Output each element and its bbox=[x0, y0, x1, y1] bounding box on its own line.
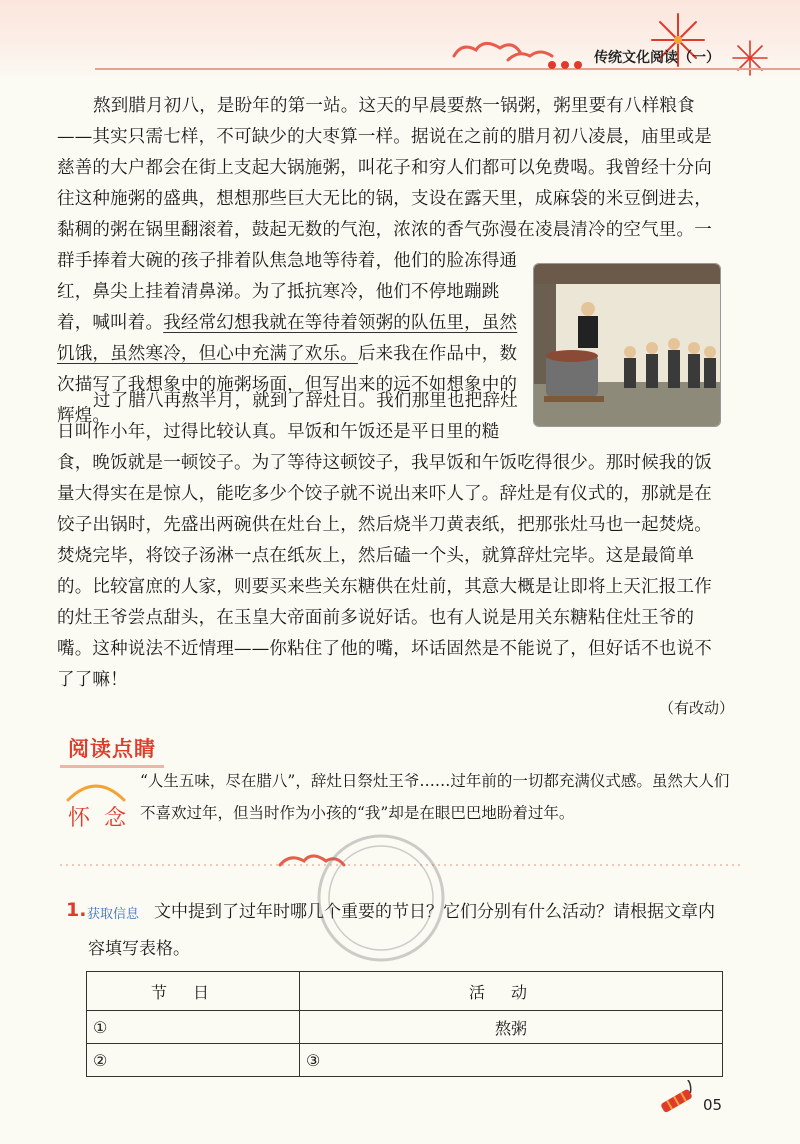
question-number: 1. bbox=[66, 899, 87, 921]
answer-table bbox=[86, 971, 723, 1077]
article-paragraph-2-text: 过了腊八再熬半月，就到了辞灶日。我们那里也把辞灶日叫作小年，过得比较认真。早饭和午饭还是平日里的糙食，晚饭就是一顿饺子。为了等待这顿饺子，我早饭和午饭吃得很少。那时候我的饭量大得实在是惊人，能吃多少个饺子就不说出来吓人了。辞灶是有仪式的，那就是在饺子出锅时，先盛出两碗供在灶台上，然后烧半刀黄表纸，把那张灶马也一起焚烧。焚烧完毕，将饺子汤淋一点在纸灰上，然后磕一个头，就算辞灶完毕。这是最简单的。比较富庶的人家，则要买来些关东糖供在灶前，其意大概是让即将上天汇报工作的灶王爷尝点甜头，在玉皇大帝面前多说好话。也有人说是用关东糖粘住灶王爷的嘴。这种说法不近情理——你粘住了他的嘴，坏话固然是不能说了，但好话不也说不了了嘛！ bbox=[57, 391, 712, 690]
mood-keyword: 怀念 bbox=[68, 806, 141, 831]
section-title-reading-tips: 阅读点睛 bbox=[60, 731, 164, 768]
question-tag: 获取信息 bbox=[87, 907, 140, 922]
table-cell[interactable]: ② bbox=[87, 1044, 300, 1077]
table-cell[interactable]: ① bbox=[87, 1011, 300, 1044]
table-cell: 熬粥 bbox=[300, 1011, 723, 1044]
source-credit: （有改动） bbox=[659, 699, 735, 717]
header-rule bbox=[95, 68, 800, 70]
table-cell[interactable]: ③ bbox=[300, 1044, 723, 1077]
header-dots bbox=[548, 54, 587, 73]
cloud-ornament-icon bbox=[448, 32, 558, 66]
article-paragraph-2 bbox=[57, 386, 721, 696]
table-header-row bbox=[87, 972, 723, 1011]
table-row bbox=[87, 1011, 723, 1044]
page-number: 05 bbox=[703, 1096, 723, 1114]
mood-arc-icon bbox=[64, 776, 128, 802]
article-paragraph-1: 熬到腊月初八，是盼年的第一站。这天的早晨要熬一锅粥，粥里要有八样粮食——其实只需七样，不可缺少的大枣算一样。据说在之前的腊月初八凌晨，庙里或是慈善的大户都会在街上支起大锅施粥，叫花子和穷人们都可以免费喝。我曾经十分向往这种施粥的盛典，想想那些巨大无比的锅，支设在露天里，成麻袋的米豆倒进去，黏稠的粥在锅里翻滚着，鼓起无数的气泡，浓浓的香气弥漫在凌晨清冷的空气里。一群手捧着大碗的孩子排着队焦急地等待着，他们的脸冻得通红，鼻尖上挂着清鼻涕。为了抵抗寒冷，他们不停地蹦跳着，喊叫着。我经常幻想我就在等待着领粥的队伍里，虽然饥饿，虽然寒冷，但心中充满了欢乐。后来我在作品中，数次描写了我想象中的施粥场面，但写出来的远不如想象中的辉煌。 bbox=[57, 96, 712, 426]
reading-tip-text: “人生五味，尽在腊八”，辞灶日祭灶王爷……过年前的一切都充满仪式感。虽然大人们不喜欢过年，但当时作为小孩的“我”却是在眼巴巴地盼着过年。 bbox=[140, 772, 730, 822]
firework-small-icon bbox=[730, 38, 770, 78]
column-header-festival: 节日 bbox=[87, 972, 300, 1011]
page-header-title: 传统文化阅读（一） bbox=[594, 50, 720, 66]
question-text: 文中提到了过年时哪几个重要的节日？它们分别有什么活动？请根据文章内容填写表格。 bbox=[88, 902, 715, 959]
firecracker-icon bbox=[652, 1080, 700, 1120]
underlined-sentence: 我经常幻想我就在等待着领粥的队伍里，虽然饥饿，虽然寒冷，但心中充满了欢乐。 bbox=[57, 313, 518, 364]
watermark-stamp bbox=[306, 823, 456, 973]
column-header-activity: 活动 bbox=[300, 972, 723, 1011]
table-row bbox=[87, 1044, 723, 1077]
